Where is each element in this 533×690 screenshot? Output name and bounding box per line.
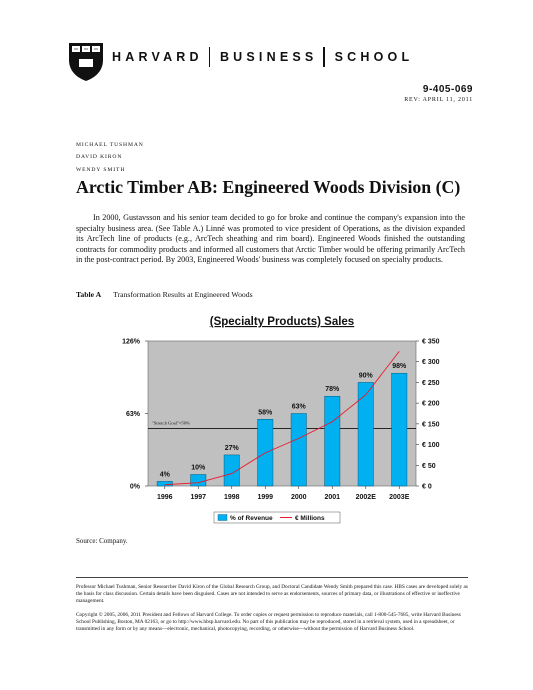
- school-word-harvard: HARVARD: [112, 50, 203, 64]
- bar-data-label: 58%: [258, 409, 273, 417]
- revenue-bar: [392, 373, 407, 486]
- source-note: Source: Company.: [76, 537, 128, 545]
- x-axis-tick-label: 2000: [290, 494, 307, 501]
- right-axis-tick-label: € 50: [422, 462, 436, 470]
- school-header: [112, 46, 502, 68]
- bar-data-label: 63%: [291, 403, 306, 411]
- bar-data-label: 98%: [392, 363, 407, 371]
- stretch-goal-label: "Stretch Goal"=50%: [152, 420, 190, 426]
- bar-data-label: 90%: [358, 372, 373, 380]
- x-axis-tick-label: 2002E: [355, 494, 376, 501]
- right-axis-tick-label: € 100: [422, 442, 440, 450]
- bar-data-label: 10%: [191, 464, 206, 472]
- table-label: Table A: [76, 290, 102, 299]
- bar-data-label: 27%: [224, 444, 239, 452]
- footer-note: Professor Michael Tushman, Senior Researcher David Kiron of the Global Research Group, and Doctoral Candidate Wendy Smith prepared this case. HBS cases are developed solely as the basis for class discussion. Certain details have been disguised. Cases are not intended to serve as endorsements, sources of primary data, or illustrations of effective or ineffective management.: [76, 584, 468, 605]
- legend-bar-swatch: [218, 515, 227, 521]
- revenue-bar: [191, 474, 206, 486]
- author-name: MICHAEL TUSHMAN: [76, 142, 144, 148]
- left-axis-tick-label: 63%: [125, 411, 140, 418]
- footer-divider: [76, 577, 468, 578]
- x-axis-tick-label: 1998: [223, 494, 240, 501]
- author-name: DAVID KIRON: [76, 154, 123, 161]
- header-divider: [209, 47, 210, 67]
- author-name: WENDY SMITH: [76, 166, 126, 173]
- x-axis-tick-label: 2003E: [389, 494, 410, 501]
- plot-area: [148, 341, 416, 486]
- harvard-shield-logo: [68, 42, 104, 82]
- revenue-bar: [325, 396, 340, 486]
- footer-copyright: Copyright © 2005, 2006, 2011 President and Fellows of Harvard College. To order copies or request permission to reproduce materials, call 1-800-545-7685, write Harvard Business School Publishing, Boston, MA 02163, or go to http://www.hbsp.harvard.edu. No part of this publication may be reproduced, stored in a retrieval system, used in a spreadsheet, or transmitted in any form or by any means—electronic, mechanical, photocopying, recording, or otherwise—without the permission of Harvard Business School.: [76, 612, 461, 633]
- x-axis-tick-label: 1997: [190, 494, 207, 501]
- author-list: [76, 139, 144, 176]
- chart-title: (Specialty Products) Sales: [209, 316, 355, 328]
- bar-data-label: 78%: [325, 386, 340, 394]
- case-title: Arctic Timber AB: Engineered Woods Division (C): [76, 177, 461, 197]
- right-axis-tick-label: € 0: [422, 483, 432, 491]
- revenue-bar: [157, 481, 172, 486]
- revenue-bar: [291, 414, 306, 487]
- left-axis-tick-label: 0%: [129, 483, 140, 491]
- sales-chart: [88, 310, 448, 530]
- right-axis-tick-label: € 200: [422, 400, 440, 408]
- header-divider: [323, 47, 324, 67]
- legend-bar-label: % of Revenue: [230, 515, 273, 523]
- x-axis-tick-label: 2001: [324, 494, 341, 501]
- revenue-bar: [358, 382, 373, 486]
- right-axis-tick-label: € 300: [422, 359, 440, 367]
- right-axis-tick-label: € 350: [422, 338, 440, 346]
- table-caption-text: Transformation Results at Engineered Woods: [113, 290, 253, 299]
- x-axis-tick-label: 1999: [257, 494, 274, 501]
- school-word-school: SCHOOL: [334, 50, 414, 64]
- right-axis-tick-label: € 250: [422, 379, 440, 387]
- table-caption: [76, 290, 253, 299]
- revision-date: REV: APRIL 11, 2011: [404, 97, 473, 103]
- document-number: 9-405-069: [422, 84, 473, 95]
- right-axis-tick-label: € 150: [422, 421, 440, 429]
- left-axis-tick-label: 126%: [122, 338, 140, 346]
- legend-line-label: € Millions: [295, 515, 325, 523]
- school-word-business: BUSINESS: [219, 50, 318, 64]
- x-axis-tick-label: 1996: [156, 494, 173, 501]
- body-paragraph: In 2000, Gustavsson and his senior team decided to go for broke and continue the company's expansion into the specialty business area. (See Table A.) Linné was promoted to vice president of Operations, as the division expanded its ArcTech line of products (e.g., ArcTech sheathing and rim board). Engineered Woods finished the outstanding contracts for commodity products and informed all customers that Arctic Timber would be offering primarily ArcTech in the post-contract period. By 2003, Engineered Woods' business was completely focused on specialty products.: [76, 213, 465, 265]
- bar-data-label: 4%: [159, 471, 170, 479]
